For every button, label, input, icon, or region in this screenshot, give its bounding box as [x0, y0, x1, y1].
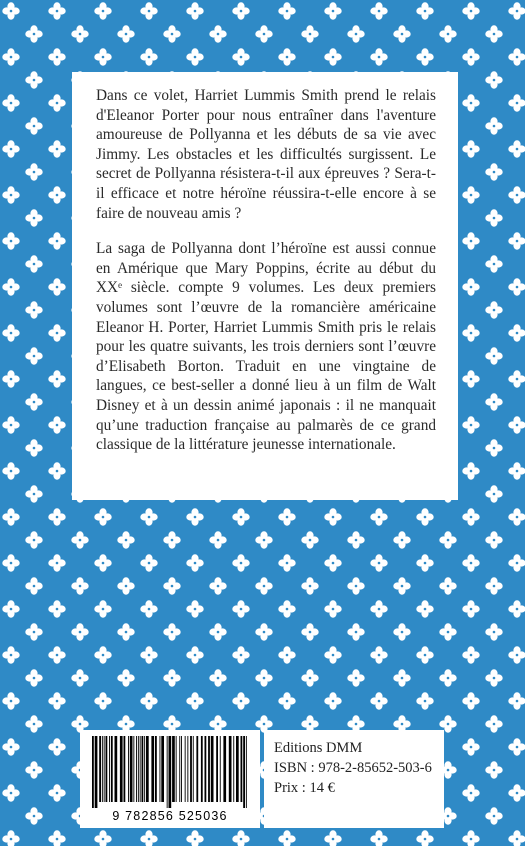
barcode-bar [208, 736, 210, 802]
barcode [80, 730, 260, 828]
barcode-bar [115, 736, 118, 802]
barcode-bar [140, 736, 141, 802]
barcode-bar [151, 736, 154, 802]
barcode-bar [138, 736, 139, 802]
publisher-info [264, 730, 444, 828]
barcode-bar [246, 736, 247, 808]
barcode-bar [142, 736, 144, 802]
barcode-bar [102, 736, 103, 802]
barcode-bar [205, 736, 207, 802]
barcode-bar [243, 736, 245, 808]
barcode-bar [172, 736, 175, 802]
barcode-bar [190, 736, 192, 802]
barcode-bar [236, 736, 239, 802]
barcode-bar [181, 736, 182, 802]
barcode-bar [169, 736, 172, 808]
barcode-number: 9 782856 525036 [112, 809, 228, 823]
barcode-bar [193, 736, 194, 802]
barcode-bar [241, 736, 243, 802]
barcode-bar [179, 736, 180, 802]
barcode-bar [136, 736, 137, 802]
barcode-bar [144, 736, 145, 802]
publisher-name: Editions DMM [274, 740, 363, 756]
barcode-bar [146, 736, 149, 802]
barcode-bar [187, 736, 188, 802]
barcode-bar [201, 736, 203, 802]
synopsis-paragraph-2: La saga de Pollyanna dont l’héroïne est aussi connue en Amérique que Mary Poppins, écrite au début du XXᵉ siècle. compte 9 volumes. Les deux premiers volumes sont l’œuvre de la romancière américaine Eleanor H. Porter, Harriet Lummis Smith pris le relais pour les quatre suivants, les trois derniers sont l’œuvre d’Elisabeth Borton. Traduit en une vingtaine de langues, ce best-seller a donné lieu à un film de Walt Disney et à un dessin animé japonais : il ne manquait qu’une traduction française au palmarès de ce grand classique de la littérature jeunesse internationale. [96, 240, 436, 454]
barcode-bar [216, 736, 218, 802]
barcode-bar [233, 736, 234, 802]
synopsis-paragraph-1: Dans ce volet, Harriet Lummis Smith prend le relais d'Eleanor Porter pour nous entraîner dans l'aventure amoureuse de Pollyanna et les débuts de sa vie avec Jimmy. Les obstacles et les difficultés surgissent. Le secret de Pollyanna résistera-t-il aux épreuves ? Sera-t-il efficace et notre héroïne réussira-t-elle encore à se faire de nouveau amis ? [96, 87, 436, 222]
barcode-bar [167, 736, 168, 808]
barcode-bar [220, 736, 221, 802]
barcode-bar [155, 736, 157, 802]
barcode-bar [130, 736, 133, 802]
barcode-bar [229, 736, 232, 802]
barcode-bar [111, 736, 113, 802]
isbn-number: ISBN : 978-2-85652-503-6 [274, 760, 432, 776]
barcode-bar [161, 736, 164, 802]
barcode-bar [160, 736, 161, 802]
synopsis-panel [72, 72, 458, 500]
barcode-bar [104, 736, 105, 802]
barcode-bar [128, 736, 129, 802]
barcode-bar [95, 736, 98, 808]
barcode-bar [99, 736, 101, 802]
barcode-bar [133, 736, 134, 802]
barcode-bar [223, 736, 226, 802]
barcode-bar [185, 736, 186, 802]
barcode-bar [211, 736, 214, 802]
barcode-bar [196, 736, 198, 802]
barcode-bar [109, 736, 110, 802]
barcode-bar [176, 736, 177, 802]
barcode-bar [106, 736, 108, 802]
barcode-bar [92, 736, 94, 808]
barcode-bars [88, 736, 252, 808]
barcode-bar [124, 736, 126, 802]
price: Prix : 14 € [274, 780, 335, 796]
barcode-bar [120, 736, 123, 802]
